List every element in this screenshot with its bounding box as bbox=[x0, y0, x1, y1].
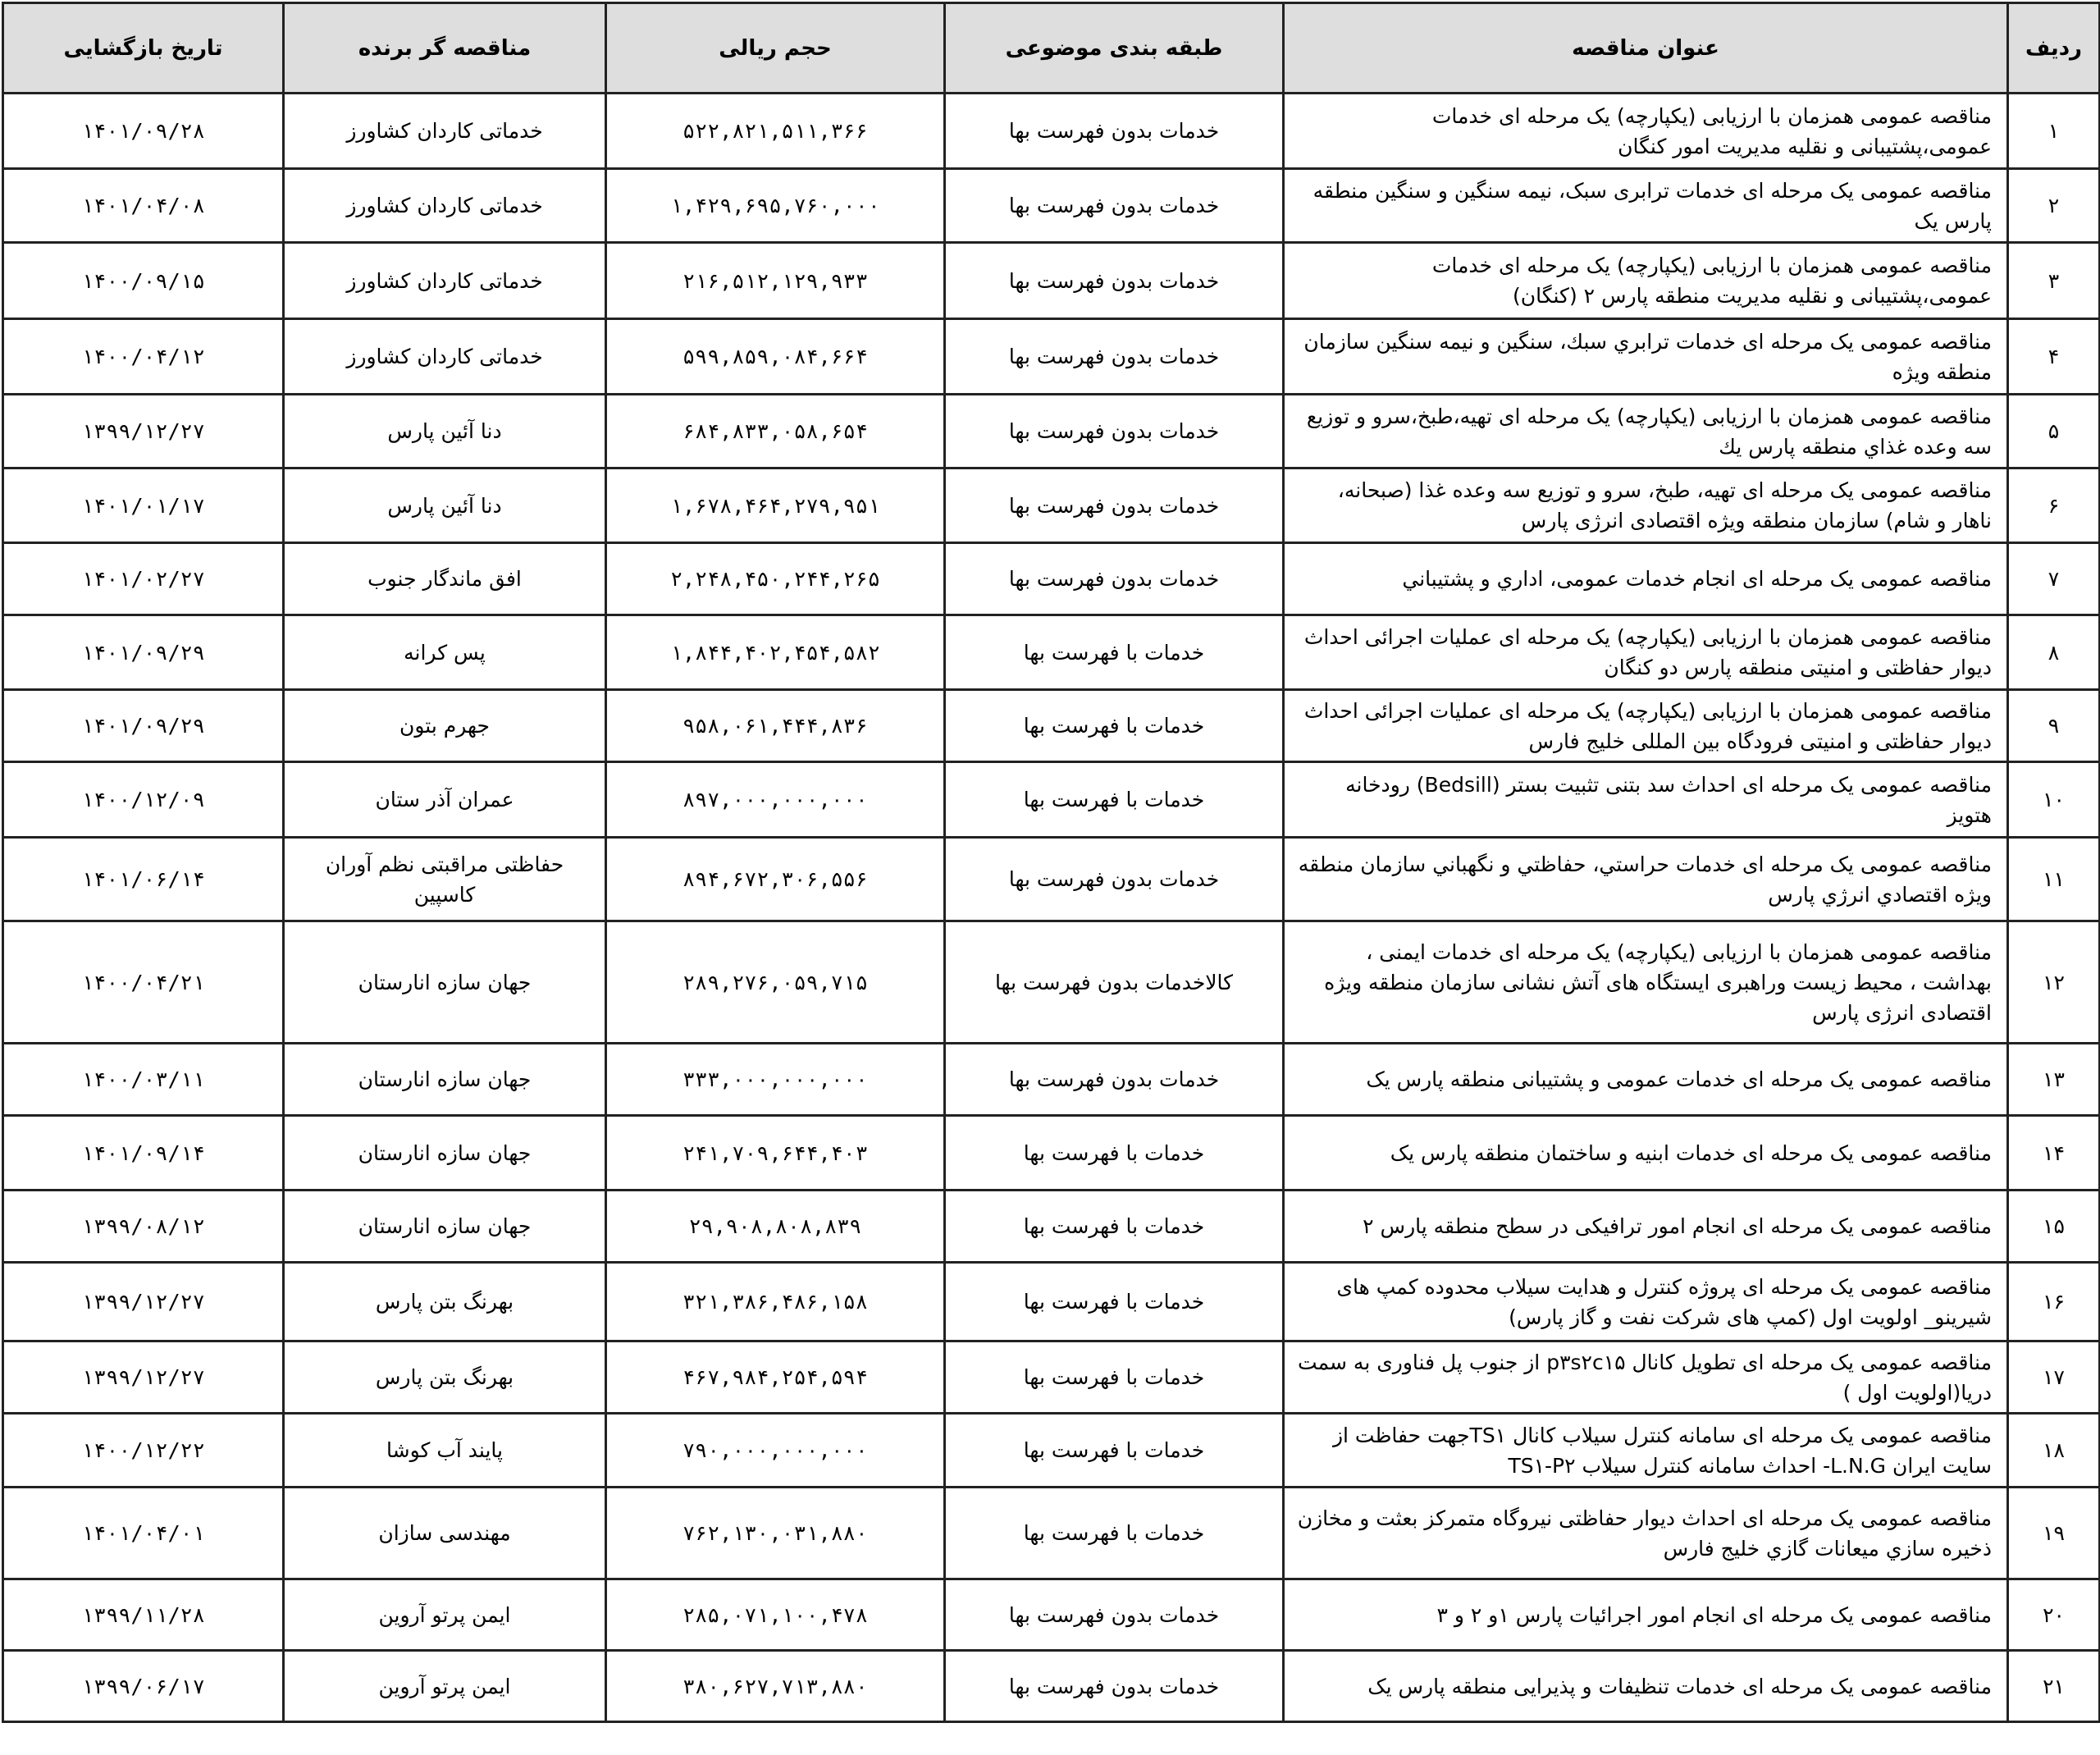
volume-cell: ۶۸۴,۸۳۳,۰۵۸,۶۵۴ bbox=[606, 395, 945, 468]
opening-date-cell: ۱۴۰۱/۰۴/۰۱ bbox=[3, 1488, 284, 1579]
volume-cell: ۸۹۴,۶۷۲,۳۰۶,۵۵۶ bbox=[606, 838, 945, 921]
tender-title-cell: مناقصه عمومی یک مرحله ای خدمات عمومی و پشتیبانی منطقه پارس یک bbox=[1284, 1044, 2008, 1116]
header-volume: حجم ریالی bbox=[606, 3, 945, 94]
table-row bbox=[3, 762, 2100, 838]
tenders-sheet bbox=[2, 2, 2098, 1753]
volume-cell: ۲۹,۹۰۸,۸۰۸,۸۳۹ bbox=[606, 1191, 945, 1263]
volume-cell: ۲۸۵,۰۷۱,۱۰۰,۴۷۸ bbox=[606, 1579, 945, 1651]
category-cell: خدمات با فهرست بها bbox=[945, 1414, 1284, 1488]
opening-date-cell: ۱۴۰۱/۰۹/۱۴ bbox=[3, 1116, 284, 1191]
tender-title-cell: مناقصه عمومی یک مرحله ای خدمات تنظیفات و پذیرایی منطقه پارس یک bbox=[1284, 1651, 2008, 1722]
opening-date-cell: ۱۴۰۱/۰۹/۲۸ bbox=[3, 94, 284, 169]
table-row bbox=[3, 1044, 2100, 1116]
tender-title-cell: مناقصه عمومی یک مرحله ای تطویل کانال p۳s۲c۱۵ از جنوب پل فناوری به سمت دریا(اولویت اول ) bbox=[1284, 1341, 2008, 1414]
opening-date-cell: ۱۳۹۹/۱۱/۲۸ bbox=[3, 1579, 284, 1651]
volume-cell: ۳۲۱,۳۸۶,۴۸۶,۱۵۸ bbox=[606, 1263, 945, 1341]
row-number-cell: ۱۴ bbox=[2008, 1116, 2100, 1191]
table-row bbox=[3, 1263, 2100, 1341]
volume-cell: ۸۹۷,۰۰۰,۰۰۰,۰۰۰ bbox=[606, 762, 945, 838]
row-number-cell: ۱۵ bbox=[2008, 1191, 2100, 1263]
tender-title-cell: مناقصه عمومی یک مرحله ای احداث دیوار حفاظتی نیروگاه متمرکز بعثت و مخازن ذخیره سازي ميعانات گازي خليج فارس bbox=[1284, 1488, 2008, 1579]
tender-title-cell: مناقصه عمومی یک مرحله ای تهیه، طبخ، سرو و توزیع سه وعده غذا (صبحانه، ناهار و شام) سازمان منطقه ویژه اقتصادی انرژی پارس bbox=[1284, 468, 2008, 543]
winner-cell: خدماتی کاردان کشاورز bbox=[284, 94, 606, 169]
header-opening-date: تاریخ بازگشایی bbox=[3, 3, 284, 94]
volume-cell: ۱,۶۷۸,۴۶۴,۲۷۹,۹۵۱ bbox=[606, 468, 945, 543]
row-number-cell: ۲ bbox=[2008, 169, 2100, 243]
winner-cell: دنا آئین پارس bbox=[284, 395, 606, 468]
table-row bbox=[3, 690, 2100, 762]
opening-date-cell: ۱۴۰۰/۱۲/۲۲ bbox=[3, 1414, 284, 1488]
category-cell: خدمات با فهرست بها bbox=[945, 615, 1284, 690]
winner-cell: جهان سازه انارستان bbox=[284, 1191, 606, 1263]
category-cell: خدمات با فهرست بها bbox=[945, 1191, 1284, 1263]
tender-title-cell: مناقصه عمومی همزمان با ارزیابی (یکپارچه) یک مرحله ای تهیه،طبخ،سرو و توزيع سه وعده غذاي منطقه پارس يك bbox=[1284, 395, 2008, 468]
row-number-cell: ۷ bbox=[2008, 543, 2100, 615]
volume-cell: ۵۲۲,۸۲۱,۵۱۱,۳۶۶ bbox=[606, 94, 945, 169]
category-cell: خدمات با فهرست بها bbox=[945, 1263, 1284, 1341]
row-number-cell: ۱۷ bbox=[2008, 1341, 2100, 1414]
tender-title-cell: مناقصه عمومی همزمان با ارزیابی (یکپارچه) یک مرحله ای عملیات اجرائی احداث دیوار حفاظتی و امنیتی فرودگاه بین المللی خلیج فارس bbox=[1284, 690, 2008, 762]
tender-title-cell: مناقصه عمومی همزمان با ارزیابی (یکپارچه) یک مرحله ای خدمات عمومی،پشتیبانی و نقلیه مدیریت منطقه پارس ۲ (کنگان) bbox=[1284, 243, 2008, 319]
category-cell: خدمات بدون فهرست بها bbox=[945, 1044, 1284, 1116]
category-cell: کالاخدمات بدون فهرست بها bbox=[945, 921, 1284, 1044]
opening-date-cell: ۱۴۰۱/۰۹/۲۹ bbox=[3, 690, 284, 762]
opening-date-cell: ۱۳۹۹/۱۲/۲۷ bbox=[3, 1341, 284, 1414]
header-title: عنوان مناقصه bbox=[1284, 3, 2008, 94]
tender-title-cell: مناقصه عمومی همزمان با ارزیابی (یکپارچه) یک مرحله ای خدمات عمومی،پشتیبانی و نقلیه مدیریت امور کنگان bbox=[1284, 94, 2008, 169]
opening-date-cell: ۱۴۰۱/۰۲/۲۷ bbox=[3, 543, 284, 615]
winner-cell: ایمن پرتو آروین bbox=[284, 1651, 606, 1722]
volume-cell: ۹۵۸,۰۶۱,۴۴۴,۸۳۶ bbox=[606, 690, 945, 762]
volume-cell: ۷۶۲,۱۳۰,۰۳۱,۸۸۰ bbox=[606, 1488, 945, 1579]
row-number-cell: ۹ bbox=[2008, 690, 2100, 762]
category-cell: خدمات بدون فهرست بها bbox=[945, 1579, 1284, 1651]
header-row-no: ردیف bbox=[2008, 3, 2100, 94]
table-row bbox=[3, 169, 2100, 243]
volume-cell: ۵۹۹,۸۵۹,۰۸۴,۶۶۴ bbox=[606, 319, 945, 395]
tender-title-cell: مناقصه عمومی یک مرحله ای پروژه کنترل و هدایت سیلاب محدوده کمپ های شیرینو_ اولویت اول (کمپ های شرکت نفت و گاز پارس) bbox=[1284, 1263, 2008, 1341]
winner-cell: خدماتی کاردان کشاورز bbox=[284, 319, 606, 395]
category-cell: خدمات بدون فهرست بها bbox=[945, 838, 1284, 921]
opening-date-cell: ۱۴۰۱/۰۶/۱۴ bbox=[3, 838, 284, 921]
table-row bbox=[3, 1116, 2100, 1191]
row-number-cell: ۱۶ bbox=[2008, 1263, 2100, 1341]
winner-cell: افق ماندگار جنوب bbox=[284, 543, 606, 615]
row-number-cell: ۶ bbox=[2008, 468, 2100, 543]
tender-title-cell: مناقصه عمومی یک مرحله ای انجام خدمات عمومی، اداري و پشتيباني bbox=[1284, 543, 2008, 615]
header-winner: مناقصه گر برنده bbox=[284, 3, 606, 94]
table-row bbox=[3, 319, 2100, 395]
winner-cell: پس کرانه bbox=[284, 615, 606, 690]
opening-date-cell: ۱۳۹۹/۰۶/۱۷ bbox=[3, 1651, 284, 1722]
winner-cell: جهرم بتون bbox=[284, 690, 606, 762]
tender-title-cell: مناقصه عمومی یک مرحله ای خدمات ترابری سبک، نیمه سنگین و سنگین منطقه پارس یک bbox=[1284, 169, 2008, 243]
volume-cell: ۳۳۳,۰۰۰,۰۰۰,۰۰۰ bbox=[606, 1044, 945, 1116]
category-cell: خدمات با فهرست بها bbox=[945, 690, 1284, 762]
tender-title-cell: مناقصه عمومی یک مرحله ای انجام امور ترافیکی در سطح منطقه پارس ۲ bbox=[1284, 1191, 2008, 1263]
opening-date-cell: ۱۴۰۰/۰۳/۱۱ bbox=[3, 1044, 284, 1116]
winner-cell: خدماتی کاردان کشاورز bbox=[284, 243, 606, 319]
row-number-cell: ۵ bbox=[2008, 395, 2100, 468]
winner-cell: دنا آئین پارس bbox=[284, 468, 606, 543]
category-cell: خدمات بدون فهرست بها bbox=[945, 468, 1284, 543]
table-row bbox=[3, 615, 2100, 690]
volume-cell: ۱,۴۲۹,۶۹۵,۷۶۰,۰۰۰ bbox=[606, 169, 945, 243]
tender-title-cell: مناقصه عمومی همزمان با ارزیابی (یکپارچه) یک مرحله ای عملیات اجرائی احداث دیوار حفاظتی و امنیتی منطقه پارس دو کنگان bbox=[1284, 615, 2008, 690]
tender-title-cell: مناقصه عمومی یک مرحله ای سامانه کنترل سیلاب کانال TS۱جهت حفاظت از سایت ایران L.N.G- احداث سامانه کنترل سیلاب TS۱-P۲ bbox=[1284, 1414, 2008, 1488]
table-row bbox=[3, 1414, 2100, 1488]
table-row bbox=[3, 543, 2100, 615]
table-row bbox=[3, 243, 2100, 319]
row-number-cell: ۲۰ bbox=[2008, 1579, 2100, 1651]
row-number-cell: ۱۸ bbox=[2008, 1414, 2100, 1488]
table-row bbox=[3, 1579, 2100, 1651]
tender-title-cell: مناقصه عمومی یک مرحله ای خدمات ابنیه و ساختمان منطقه پارس یک bbox=[1284, 1116, 2008, 1191]
tender-title-cell: مناقصه عمومی یک مرحله ای انجام امور اجرائیات پارس ۱و ۲ و ۳ bbox=[1284, 1579, 2008, 1651]
winner-cell: مهندسی سازان bbox=[284, 1488, 606, 1579]
winner-cell: جهان سازه انارستان bbox=[284, 1116, 606, 1191]
category-cell: خدمات بدون فهرست بها bbox=[945, 319, 1284, 395]
volume-cell: ۲۴۱,۷۰۹,۶۴۴,۴۰۳ bbox=[606, 1116, 945, 1191]
volume-cell: ۳۸۰,۶۲۷,۷۱۳,۸۸۰ bbox=[606, 1651, 945, 1722]
category-cell: خدمات بدون فهرست بها bbox=[945, 94, 1284, 169]
winner-cell: خدماتی کاردان کشاورز bbox=[284, 169, 606, 243]
table-row bbox=[3, 94, 2100, 169]
winner-cell: بهرنگ بتن پارس bbox=[284, 1341, 606, 1414]
winner-cell: جهان سازه انارستان bbox=[284, 921, 606, 1044]
opening-date-cell: ۱۴۰۰/۰۴/۱۲ bbox=[3, 319, 284, 395]
header-category: طبقه بندی موضوعی bbox=[945, 3, 1284, 94]
volume-cell: ۲,۲۴۸,۴۵۰,۲۴۴,۲۶۵ bbox=[606, 543, 945, 615]
category-cell: خدمات بدون فهرست بها bbox=[945, 395, 1284, 468]
winner-cell: بهرنگ بتن پارس bbox=[284, 1263, 606, 1341]
category-cell: خدمات با فهرست بها bbox=[945, 1488, 1284, 1579]
winner-cell: حفاظتی مراقبتی نظم آوران کاسپین bbox=[284, 838, 606, 921]
winner-cell: جهان سازه انارستان bbox=[284, 1044, 606, 1116]
opening-date-cell: ۱۴۰۱/۰۹/۲۹ bbox=[3, 615, 284, 690]
category-cell: خدمات بدون فهرست بها bbox=[945, 169, 1284, 243]
header-row bbox=[3, 3, 2100, 94]
tender-title-cell: مناقصه عمومی همزمان با ارزیابی (یکپارچه) یک مرحله ای خدمات ایمنی ، بهداشت ، محیط زیست وراهبری ایستگاه های آتش نشانی سازمان منطقه ویژه اقتصادی انرژی پارس bbox=[1284, 921, 2008, 1044]
row-number-cell: ۱۱ bbox=[2008, 838, 2100, 921]
table-row bbox=[3, 395, 2100, 468]
category-cell: خدمات بدون فهرست بها bbox=[945, 243, 1284, 319]
row-number-cell: ۱۳ bbox=[2008, 1044, 2100, 1116]
tender-title-cell: مناقصه عمومی یک مرحله ای خدمات حراستي، حفاظتي و نگهباني سازمان منطقه ويژه اقتصادي انرژي پارس bbox=[1284, 838, 2008, 921]
tender-title-cell: مناقصه عمومی یک مرحله ای خدمات ترابري سبك، سنگين و نيمه سنگين سازمان منطقه ويژه bbox=[1284, 319, 2008, 395]
opening-date-cell: ۱۴۰۱/۰۱/۱۷ bbox=[3, 468, 284, 543]
opening-date-cell: ۱۴۰۰/۰۴/۲۱ bbox=[3, 921, 284, 1044]
table-row bbox=[3, 1651, 2100, 1722]
opening-date-cell: ۱۳۹۹/۱۲/۲۷ bbox=[3, 395, 284, 468]
table-row bbox=[3, 468, 2100, 543]
winner-cell: عمران آذر ستان bbox=[284, 762, 606, 838]
winner-cell: پایند آب کوشا bbox=[284, 1414, 606, 1488]
volume-cell: ۲۱۶,۵۱۲,۱۲۹,۹۳۳ bbox=[606, 243, 945, 319]
row-number-cell: ۸ bbox=[2008, 615, 2100, 690]
volume-cell: ۷۹۰,۰۰۰,۰۰۰,۰۰۰ bbox=[606, 1414, 945, 1488]
winner-cell: ایمن پرتو آروین bbox=[284, 1579, 606, 1651]
row-number-cell: ۳ bbox=[2008, 243, 2100, 319]
table-row bbox=[3, 1191, 2100, 1263]
volume-cell: ۲۸۹,۲۷۶,۰۵۹,۷۱۵ bbox=[606, 921, 945, 1044]
opening-date-cell: ۱۴۰۰/۰۹/۱۵ bbox=[3, 243, 284, 319]
opening-date-cell: ۱۳۹۹/۰۸/۱۲ bbox=[3, 1191, 284, 1263]
category-cell: خدمات با فهرست بها bbox=[945, 762, 1284, 838]
opening-date-cell: ۱۴۰۱/۰۴/۰۸ bbox=[3, 169, 284, 243]
table-row bbox=[3, 921, 2100, 1044]
volume-cell: ۱,۸۴۴,۴۰۲,۴۵۴,۵۸۲ bbox=[606, 615, 945, 690]
category-cell: خدمات با فهرست بها bbox=[945, 1341, 1284, 1414]
row-number-cell: ۴ bbox=[2008, 319, 2100, 395]
category-cell: خدمات با فهرست بها bbox=[945, 1116, 1284, 1191]
tenders-table bbox=[2, 2, 2100, 1723]
opening-date-cell: ۱۳۹۹/۱۲/۲۷ bbox=[3, 1263, 284, 1341]
tender-title-cell: مناقصه عمومی یک مرحله ای احداث سد بتنی تثبیت بستر (Bedsill) رودخانه هتویز bbox=[1284, 762, 2008, 838]
row-number-cell: ۱ bbox=[2008, 94, 2100, 169]
volume-cell: ۴۶۷,۹۸۴,۲۵۴,۵۹۴ bbox=[606, 1341, 945, 1414]
opening-date-cell: ۱۴۰۰/۱۲/۰۹ bbox=[3, 762, 284, 838]
table-row bbox=[3, 1488, 2100, 1579]
row-number-cell: ۱۰ bbox=[2008, 762, 2100, 838]
category-cell: خدمات بدون فهرست بها bbox=[945, 1651, 1284, 1722]
table-row bbox=[3, 838, 2100, 921]
row-number-cell: ۱۲ bbox=[2008, 921, 2100, 1044]
table-row bbox=[3, 1341, 2100, 1414]
row-number-cell: ۲۱ bbox=[2008, 1651, 2100, 1722]
category-cell: خدمات بدون فهرست بها bbox=[945, 543, 1284, 615]
row-number-cell: ۱۹ bbox=[2008, 1488, 2100, 1579]
